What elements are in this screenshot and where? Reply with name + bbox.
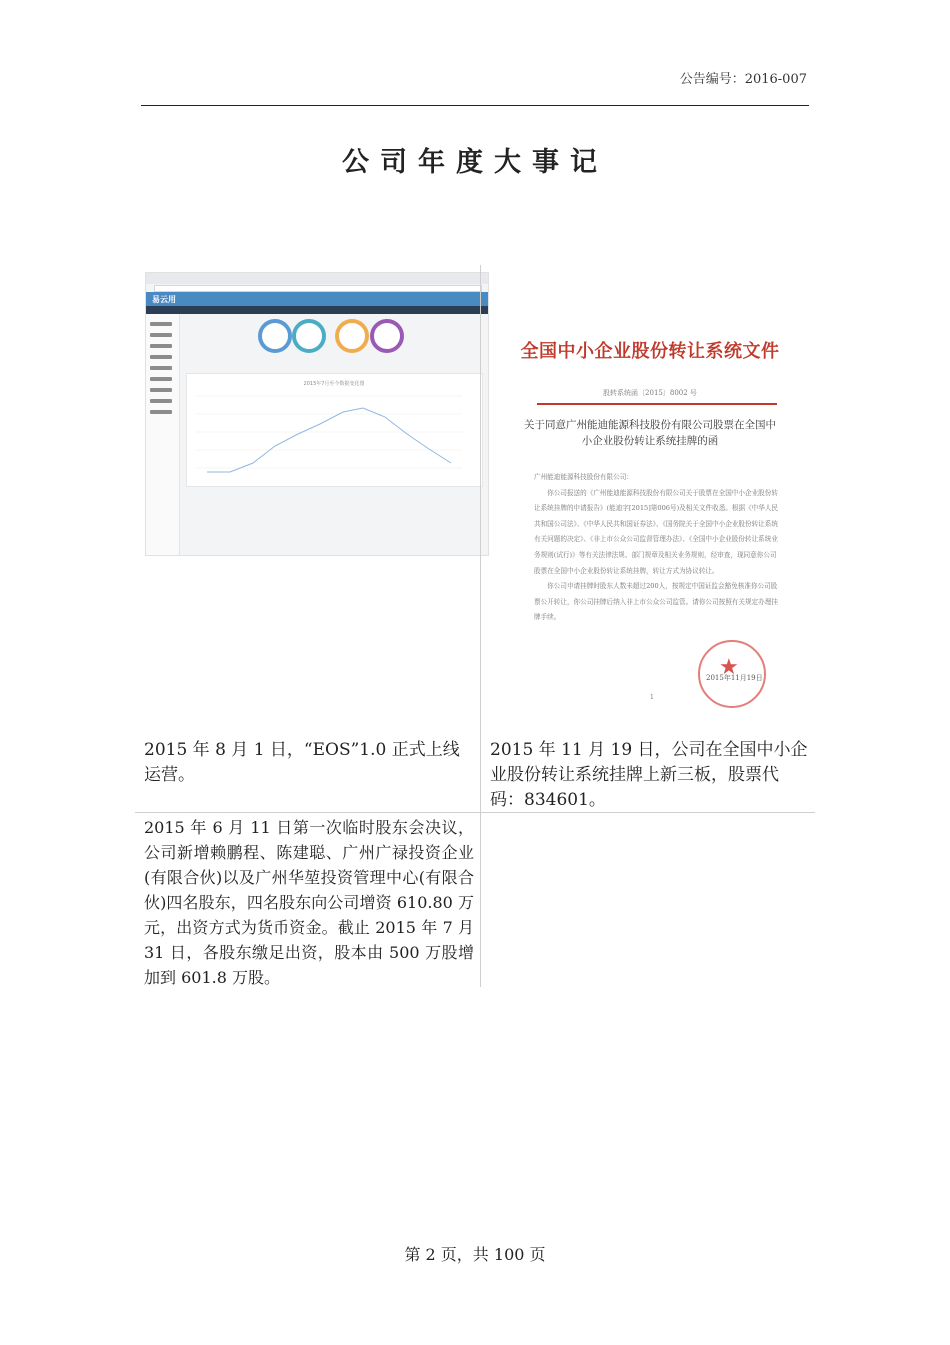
header-divider — [141, 105, 809, 106]
gauge-ring — [370, 319, 404, 353]
eos-launch-caption: 2015 年 8 月 1 日，“EOS”1.0 正式上线运营。 — [144, 740, 460, 785]
letter-heading: 关于同意广州能迪能源科技股份有限公司股票在全国中小企业股份转让系统挂牌的函 — [524, 419, 776, 447]
gauge-ring — [292, 319, 326, 353]
page-footer: 第 2 页，共 100 页 — [404, 1245, 546, 1264]
seal-star-icon: ★ — [719, 655, 739, 680]
trend-line-chart — [187, 374, 482, 486]
listing-approval-letter-image — [520, 320, 780, 715]
trend-chart-panel — [186, 373, 483, 487]
capital-increase-paragraph: 2015 年 6 月 11 日第一次临时股东会决议，公司新增赖鹏程、陈建聪、广州广禄投资企业(有限合伙)以及广州华堃投资管理中心(有限合伙)四名股东，四名股东向公司增资 610.80 万元，出资方式为货币资金。截止 2015 年 7 月 31 日，各股东缴足出资，股本由 500 万股增加到 601.8 万股。 — [144, 818, 474, 987]
page-title: 公司年度大事记 — [342, 147, 608, 178]
letter-red-rule — [537, 403, 777, 405]
announcement-number: 公告编号：2016-007 — [679, 72, 807, 87]
eos-screenshot-image — [145, 272, 489, 556]
table-column-divider — [480, 265, 481, 987]
gauge-ring — [335, 319, 369, 353]
trend-line — [207, 408, 451, 472]
chart-title: 2015年7月至今数据变化图 — [303, 381, 365, 387]
app-header-bar — [146, 292, 488, 306]
letter-doc-number: 股转系统函〔2015〕8002 号 — [603, 389, 697, 397]
app-breadcrumb-bar — [146, 306, 488, 314]
neeq-listing-caption: 2015 年 11 月 19 日，公司在全国中小企业股份转让系统挂牌上新三板，股票代码：834601。 — [490, 740, 808, 810]
letter-body: 广州能迪能源科技股份有限公司： 你公司报送的《广州能迪能源科技股份有限公司关于股票在全国中小企业股份转让系统挂牌的申请报告》(能迪字[2015]第006号)及相关文件收悉。根据《中华人民共和国公司法》、《中华人民共和国证券法》、《国务院关于全国中小企业股份转让系统有关问题的决定》、《非上市公众公司监督管理办法》、《全国中小企业股份转让系统业务规则(试行)》等有关法律法规、部门规章及相关业务规则，经审查，现同意你公司股票在全国中小企业股份转让系统挂牌，转让方式为协议转让。 你公司申请挂牌时股东人数未超过200人，按规定中国证监会豁免核准你公司股票公开转让，你公司挂牌后纳入非上市公众公司监管。请你公司按照有关规定办理挂牌手续。 — [534, 473, 779, 622]
browser-tab-bar — [146, 273, 488, 284]
letter-issuer: 全国中小企业股份转让系统文件 — [520, 341, 780, 362]
browser-address-bar — [154, 285, 482, 292]
letter-date: 2015年11月19日 — [706, 674, 763, 682]
gauge-ring — [258, 319, 292, 353]
app-logo: 易云用 — [152, 295, 176, 304]
app-sidebar — [146, 314, 180, 555]
letter-page-number: 1 — [650, 694, 654, 701]
